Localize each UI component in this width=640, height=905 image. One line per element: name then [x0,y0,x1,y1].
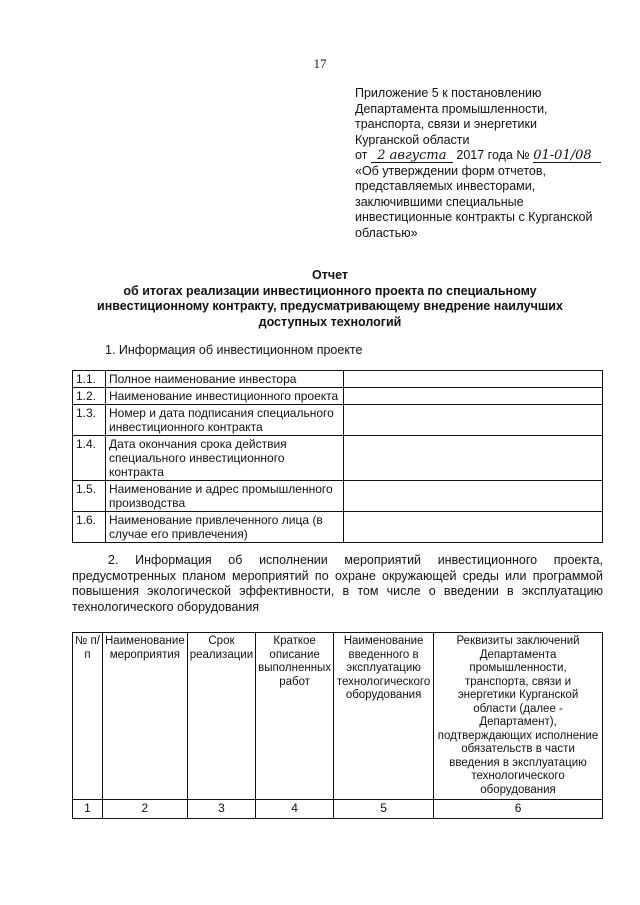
column-number: 1 [73,800,103,819]
row-label: Полное наименование инвестора [106,371,344,388]
row-number: 1.6. [73,512,106,543]
project-info-table [72,370,603,543]
table-row [73,481,603,512]
column-number: 2 [103,800,188,819]
appendix-subject-line: заключившими специальные [355,194,524,209]
table-row [73,436,603,481]
appendix-subject-line: «Об утверждении форм отчетов, [355,163,546,178]
row-label: Наименование инвестиционного проекта [106,388,344,405]
page-number: 17 [313,56,327,71]
appendix-block [355,86,615,241]
row-label: Дата окончания срока действия специального инвестиционного контракта [106,436,344,481]
title-line: доступных технологий [258,314,402,329]
handwritten-number: 01-01/08 [533,150,601,163]
appendix-line: Курганской области [355,132,470,147]
row-number: 1.1. [73,371,106,388]
row-number: 1.2. [73,388,106,405]
column-header: Реквизиты заключений Департамента промышленности, транспорта, связи и энергетики Курганской области (далее - Департамент), подтверждающих исполнение обязательств в части введения в эксплуатацию технологического оборудования [434,633,603,800]
date-middle: 2017 года № [456,148,530,162]
column-header: Наименование мероприятия [103,633,188,800]
appendix-line: Приложение 5 к постановлению [355,86,542,100]
row-number: 1.5. [73,481,106,512]
table-row [73,800,603,819]
table-row [73,388,603,405]
column-header: Срок реализации [187,633,255,800]
column-number: 4 [256,800,334,819]
handwritten-date: 2 августа [371,150,453,163]
appendix-subject-line: инвестиционные контракты с Курганской [355,210,593,224]
section1-heading: 1. Информация об инвестиционном проекте [105,343,363,357]
table-header-row [73,633,603,800]
column-number: 6 [434,800,603,819]
appendix-date-line [355,148,615,164]
measures-table [72,632,603,819]
row-label: Наименование привлеченного лица (в случае его привлечения) [106,512,344,543]
column-header: Краткое описание выполненных работ [256,633,334,800]
row-value[interactable] [344,436,603,481]
appendix-line: транспорта, связи и энергетики [355,117,537,131]
row-label: Номер и дата подписания специального инвестиционного контракта [106,405,344,436]
column-number: 3 [187,800,255,819]
report-title [60,268,600,330]
title-line: об итогах реализации инвестиционного проекта по специальному [123,283,537,298]
table-row [73,512,603,543]
row-number: 1.4. [73,436,106,481]
appendix-subject-line: областью» [355,225,418,240]
column-number: 5 [334,800,434,819]
title-line: Отчет [311,268,348,282]
date-prefix: от [355,148,368,162]
table-row [73,371,603,388]
table-row [73,405,603,436]
column-header: Наименование введенного в эксплуатацию технологического оборудования [334,633,434,800]
appendix-subject-line: представляемых инвесторами, [355,179,536,193]
appendix-line: Департамента промышленности, [355,101,548,116]
section2-text: 2. Информация об исполнении мероприятий инвестиционного проекта, предусмотренных планом мероприятий по охране окружающей среды или программой повышения экологической эффективности, в том числе о введении в эксплуатацию технологического оборудования [72,553,603,614]
section2-paragraph [72,553,603,615]
row-label: Наименование и адрес промышленного производства [106,481,344,512]
row-value[interactable] [344,512,603,543]
row-value[interactable] [344,405,603,436]
row-number: 1.3. [73,405,106,436]
column-header: № п/п [73,633,103,800]
row-value[interactable] [344,481,603,512]
row-value[interactable] [344,388,603,405]
row-value[interactable] [344,371,603,388]
title-line: инвестиционному контракту, предусматривающему внедрение наилучших [97,299,563,313]
